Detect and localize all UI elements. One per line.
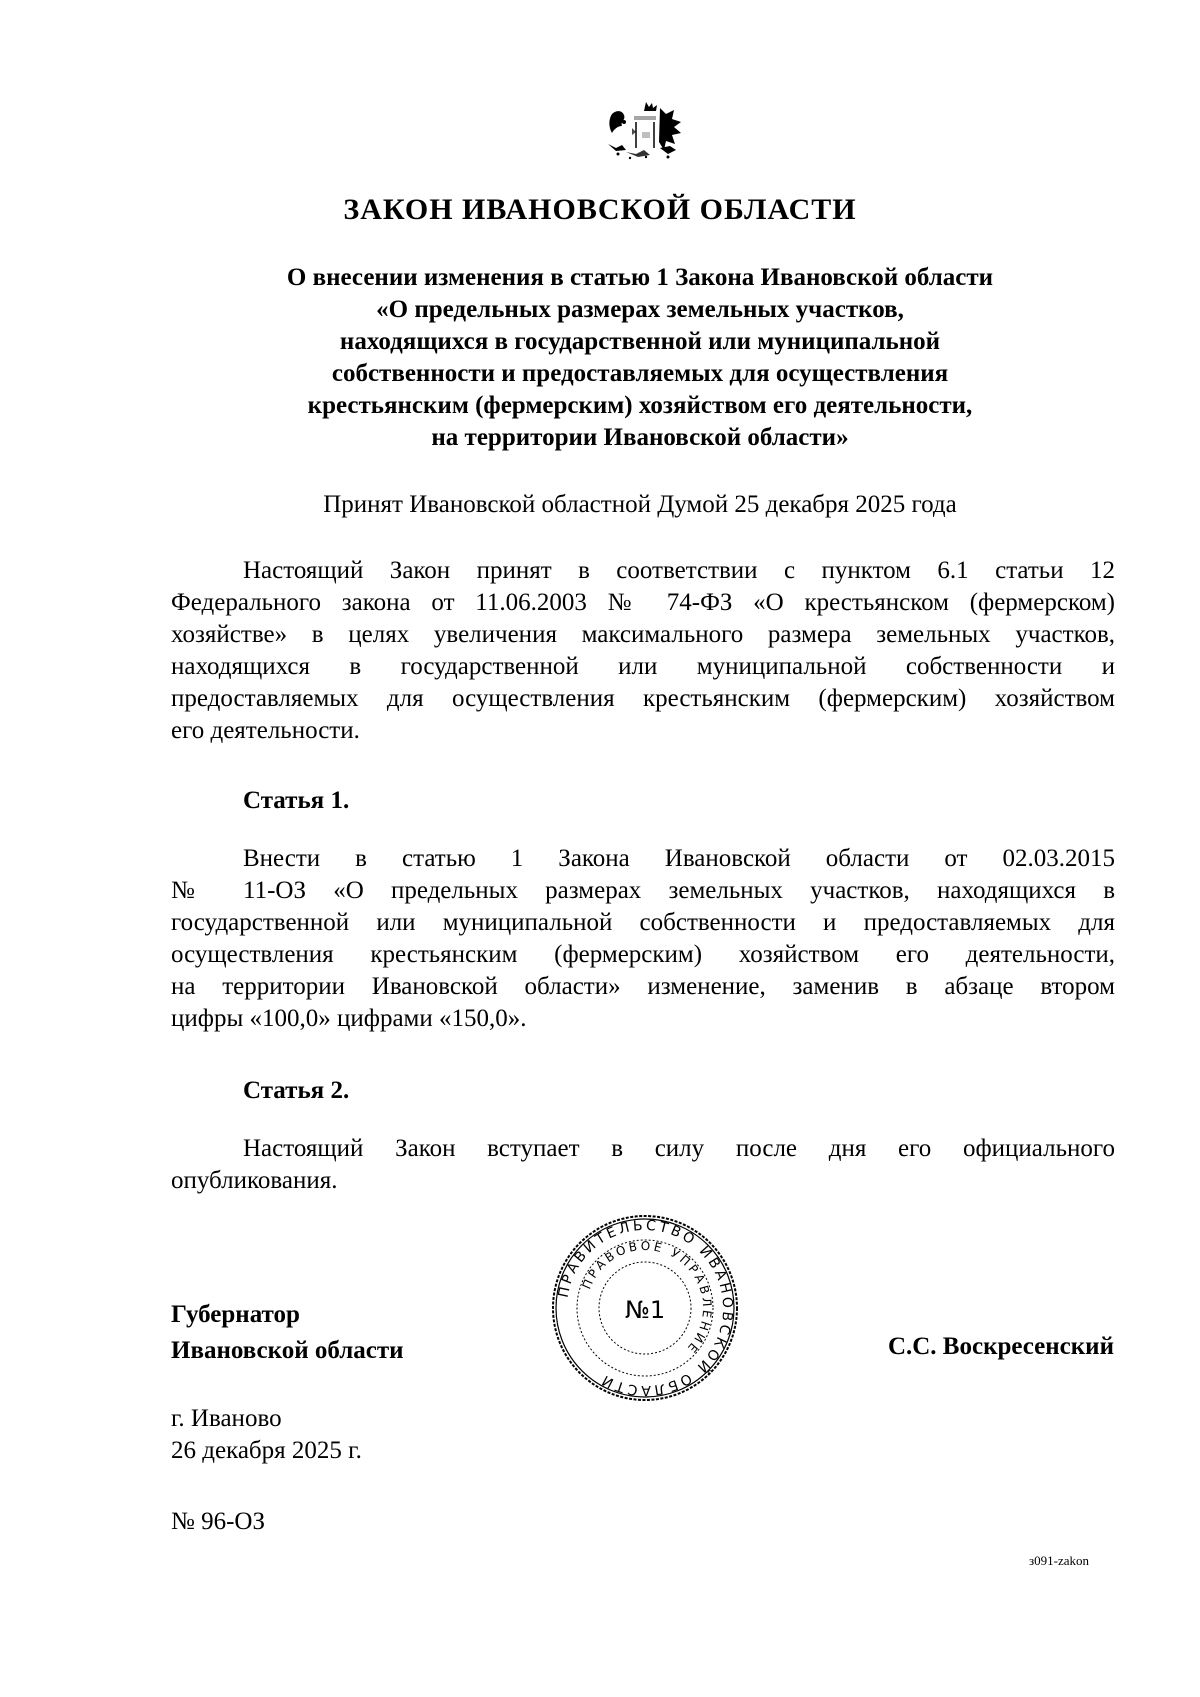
- paragraph-line: предоставляемых для осуществления крестьянским (фермерским) хозяйством: [171, 685, 1115, 712]
- signing-date: 26 декабря 2025 г.: [171, 1437, 362, 1464]
- article-1-heading: Статья 1.: [243, 787, 350, 814]
- paragraph-line: цифры «100,0» цифрами «150,0».: [171, 1005, 527, 1032]
- coat-of-arms-icon: [596, 100, 692, 180]
- preamble-paragraph: [171, 555, 1115, 747]
- paragraph-line: государственной или муниципальной собственности и предоставляемых для: [171, 909, 1115, 936]
- subtitle-line: собственности и предоставляемых для осуществления: [331, 360, 949, 387]
- paragraph-line: Внести в статью 1 Закона Ивановской области от 02.03.2015: [243, 845, 1115, 872]
- subtitle-line: на территории Ивановской области»: [431, 424, 849, 451]
- document-code: з091-zakon: [1029, 1553, 1090, 1568]
- subtitle-line: О внесении изменения в статью 1 Закона Ивановской области: [286, 264, 994, 291]
- law-title: ЗАКОН ИВАНОВСКОЙ ОБЛАСТИ: [343, 193, 857, 226]
- law-subtitle: [170, 262, 1110, 454]
- stamp-center-number: №1: [624, 1296, 666, 1324]
- signer-name: С.С. Воскресенский: [887, 1333, 1114, 1360]
- paragraph-line: № 11-ОЗ «О предельных размерах земельных участков, находящихся в: [171, 877, 1115, 904]
- stamp-inner-text: ПРАВОВОЕ УПРАВЛЕНИЕ: [579, 1238, 715, 1358]
- law-number: № 96-ОЗ: [171, 1508, 266, 1535]
- subtitle-line: находящихся в государственной или муниципальной: [339, 328, 941, 355]
- stamp-outer-text: ПРАВИТЕЛЬСТВО ИВАНОВСКОЙ ОБЛАСТИ: [555, 1217, 736, 1399]
- article-2-paragraph: [171, 1133, 1115, 1197]
- governor-position: Губернатор: [171, 1301, 300, 1328]
- paragraph-line: хозяйстве» в целях увеличения максимального размера земельных участков,: [171, 621, 1115, 648]
- paragraph-line: находящихся в государственной или муниципальной собственности и: [171, 653, 1115, 680]
- subtitle-line: крестьянским (фермерским) хозяйством его деятельности,: [307, 392, 973, 419]
- paragraph-line: на территории Ивановской области» изменение, заменив в абзаце втором: [171, 973, 1115, 1000]
- paragraph-line: Настоящий Закон принят в соответствии с пунктом 6.1 статьи 12: [243, 557, 1115, 584]
- article-1-paragraph: [171, 843, 1115, 1035]
- place-and-date: [171, 1403, 362, 1467]
- subtitle-line: «О предельных размерах земельных участков,: [376, 296, 904, 323]
- paragraph-line: опубликования.: [171, 1167, 338, 1194]
- paragraph-line: его деятельности.: [171, 717, 360, 744]
- paragraph-line: Федерального закона от 11.06.2003 № 74-ФЗ «О крестьянском (фермерском): [171, 589, 1115, 616]
- paragraph-line: Настоящий Закон вступает в силу после дня его официального: [243, 1135, 1115, 1162]
- paragraph-line: осуществления крестьянским (фермерским) хозяйством его деятельности,: [171, 941, 1115, 968]
- governor-region: Ивановской области: [171, 1337, 404, 1364]
- governor-title: [171, 1297, 404, 1369]
- adoption-note: Принят Ивановской областной Думой 25 декабря 2025 года: [323, 491, 957, 518]
- official-seal-stamp: [550, 1213, 740, 1403]
- article-2-heading: Статья 2.: [243, 1077, 350, 1104]
- signing-city: г. Иваново: [171, 1405, 282, 1432]
